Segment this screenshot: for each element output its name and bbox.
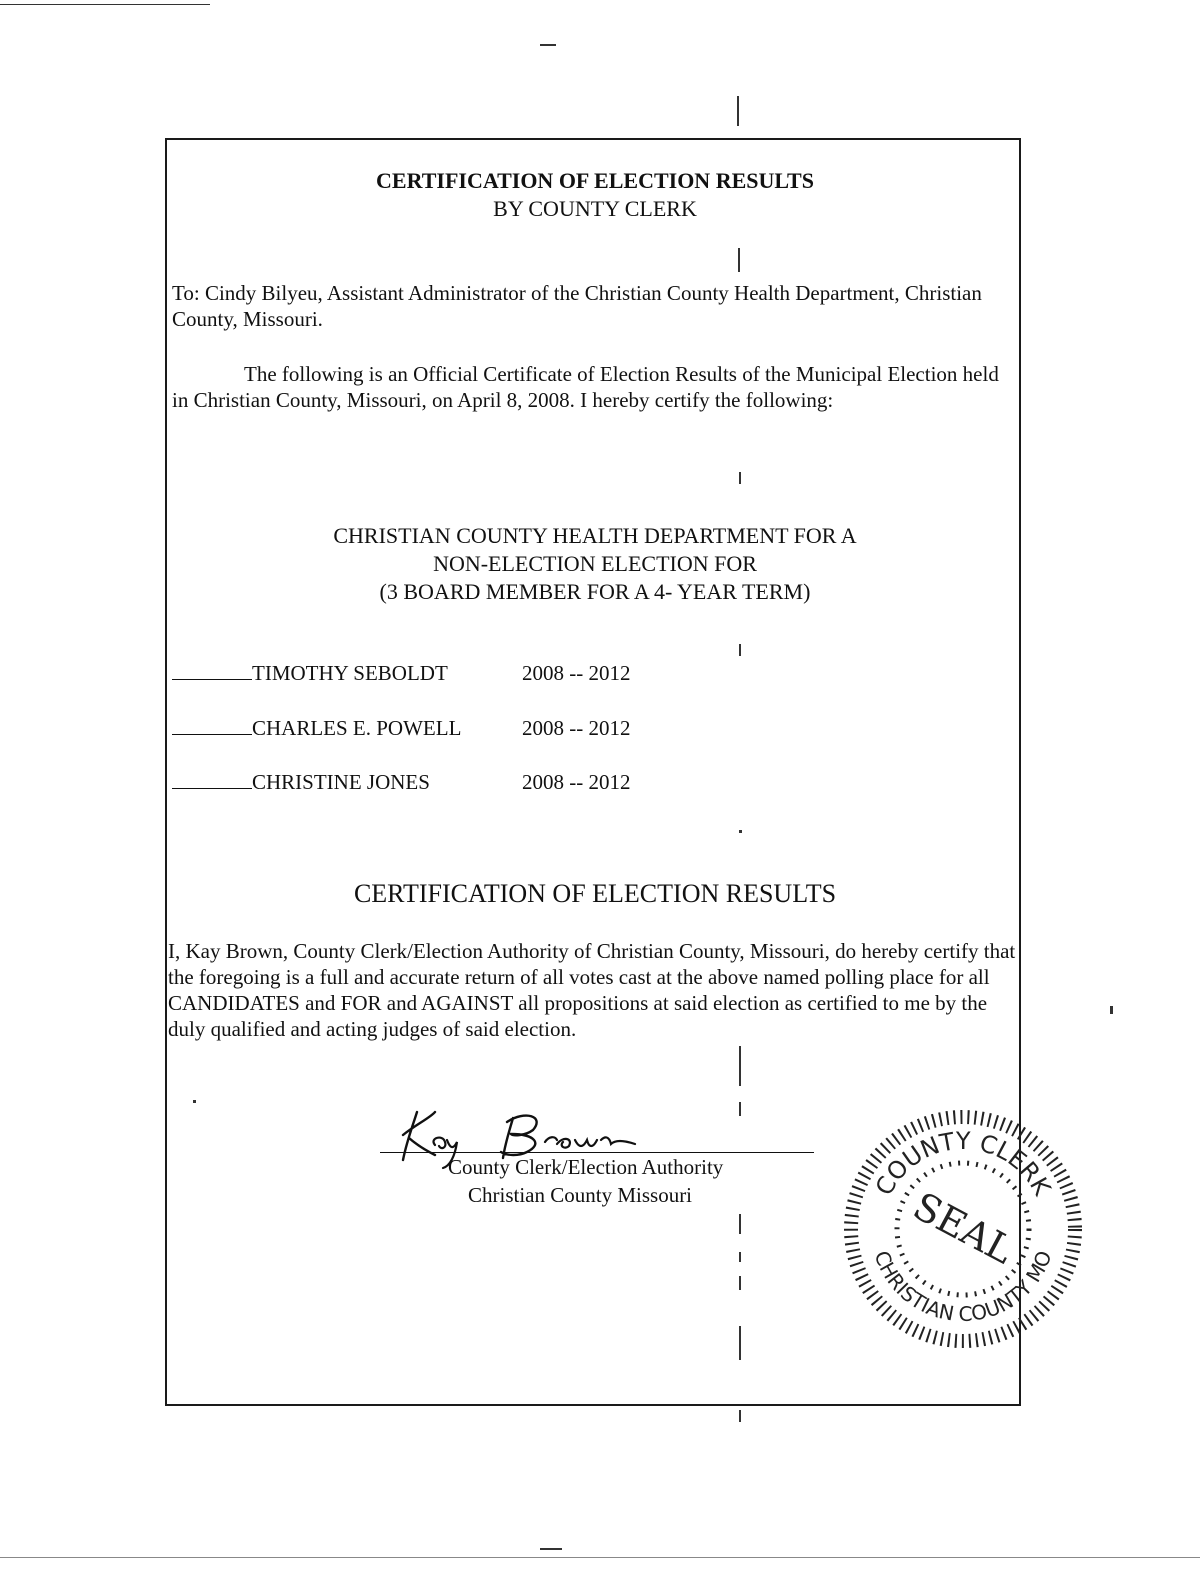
- scan-artifact: [540, 1548, 562, 1550]
- intro-paragraph: The following is an Official Certificate of Election Results of the Municipal Election held in Christian County, Missouri, on April 8, 2008. I hereby certify the following:: [172, 362, 999, 412]
- candidate-term: 2008 -- 2012: [522, 770, 631, 794]
- vote-blank-line: [172, 768, 252, 789]
- candidate-name: TIMOTHY SEBOLDT: [252, 661, 448, 685]
- addressee-paragraph: To: Cindy Bilyeu, Assistant Administrator of the Christian County Health Department, Christian County, Missouri.: [172, 281, 982, 331]
- scan-artifact: [737, 96, 739, 126]
- signer-location: Christian County Missouri: [468, 1183, 693, 1207]
- scan-artifact: [739, 1046, 741, 1086]
- certification-paragraph: I, Kay Brown, County Clerk/Election Authority of Christian County, Missouri, do hereby certify that the foregoing is a full and accurate return of all votes cast at the above named polling place for all CANDIDATES and FOR and AGAINST all propositions at said election as certified to me by the duly qualified and acting judges of said election.: [168, 939, 1016, 1041]
- scan-artifact: [739, 1102, 741, 1116]
- candidate-row: [172, 714, 631, 744]
- candidate-term: 2008 -- 2012: [522, 716, 631, 740]
- document-title: CERTIFICATION OF ELECTION RESULTS: [376, 168, 814, 193]
- scan-artifact: [739, 830, 742, 833]
- election-heading-line-1: CHRISTIAN COUNTY HEALTH DEPARTMENT FOR A: [333, 523, 857, 548]
- election-heading-line-3: (3 BOARD MEMBER FOR A 4- YEAR TERM): [379, 579, 811, 604]
- scan-artifact: [739, 1214, 741, 1234]
- document-subtitle: BY COUNTY CLERK: [493, 196, 697, 221]
- vote-blank-line: [172, 714, 252, 735]
- svg-text:CHRISTIAN COUNTY MO: CHRISTIAN COUNTY MO: [869, 1247, 1057, 1327]
- candidate-row: [172, 659, 631, 689]
- svg-text:COUNTY CLERK: COUNTY CLERK: [869, 1126, 1057, 1201]
- candidate-term: 2008 -- 2012: [522, 661, 631, 685]
- signer-title: County Clerk/Election Authority: [448, 1155, 724, 1179]
- scan-artifact: [193, 1100, 196, 1103]
- scan-artifact: [1110, 1006, 1113, 1014]
- scan-artifact: [739, 1252, 741, 1262]
- election-heading-line-2: NON-ELECTION ELECTION FOR: [433, 551, 757, 576]
- scan-artifact: [739, 644, 741, 656]
- svg-text:SEAL: SEAL: [906, 1183, 1021, 1273]
- scan-artifact: [0, 1557, 1200, 1558]
- certification-heading: CERTIFICATION OF ELECTION RESULTS: [353, 879, 837, 908]
- candidate-name: CHRISTINE JONES: [252, 770, 430, 794]
- candidate-name: CHARLES E. POWELL: [252, 716, 462, 740]
- scan-artifact: [739, 1326, 741, 1360]
- vote-blank-line: [172, 659, 252, 680]
- signature-line: [380, 1152, 814, 1153]
- candidate-row: [172, 768, 631, 798]
- scan-artifact: [739, 472, 741, 484]
- county-seal-stamp: [843, 1109, 1083, 1349]
- scan-artifact: [738, 248, 740, 272]
- scan-artifact: [739, 1410, 741, 1422]
- scan-artifact: [0, 4, 210, 5]
- scan-artifact: [739, 1276, 741, 1290]
- scan-artifact: [540, 44, 556, 46]
